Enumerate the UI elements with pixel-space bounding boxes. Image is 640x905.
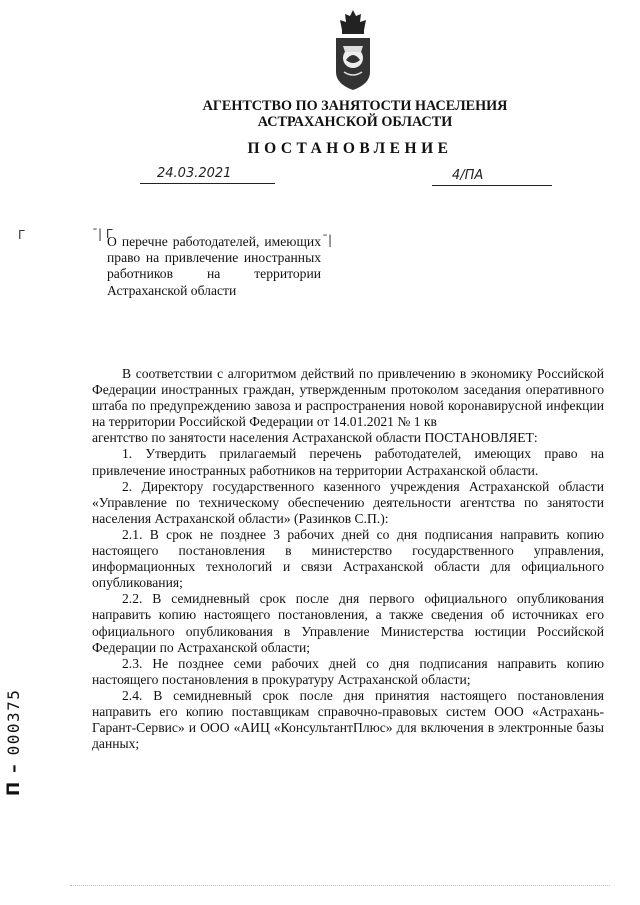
item-1: 1. Утвердить прилагаемый перечень работодателей, имеющих право на привлечение иностранных работников на территории Астраханской области. (92, 446, 604, 478)
form-serial-stamp (4, 689, 24, 796)
astrakhan-coat-of-arms-icon (330, 8, 376, 94)
item-2-1: 2.1. В срок не позднее 3 рабочих дней со дня подписания направить копию настоящего постановления в министерство государственного управления, информационных технологий и связи Астраханской области для официального опубликования; (92, 526, 604, 591)
agency-name-line2: АСТРАХАНСКОЙ ОБЛАСТИ (257, 114, 453, 130)
date-underline (140, 183, 275, 184)
corner-mark-left: Γ (18, 228, 25, 242)
item-2-3: 2.3. Не позднее семи рабочих дней со дня подписания направить копию настоящего постановления в прокуратуру Астраханской области; (92, 655, 604, 687)
number-underline (432, 185, 552, 186)
bottom-dotted-line (70, 885, 610, 890)
agency-name-line1: АГЕНТСТВО ПО ЗАНЯТОСТИ НАСЕЛЕНИЯ (202, 98, 508, 114)
decree-subject: О перечне работодателей, имеющих право на привлечение иностранных работников на территории Астраханской области (107, 234, 321, 298)
item-2-2: 2.2. В семидневный срок после дня первого официального опубликования направить копию настоящего постановления, а также сведения об источниках его официального опубликования в Управление Министерства юстиции Российской Федерации по Астраханской области; (92, 591, 604, 655)
form-series: П – (4, 762, 24, 796)
decree-body (92, 366, 604, 752)
item-2-4: 2.4. В семидневный срок после дня принятия настоящего постановления направить его копию поставщикам справочно-правовых систем ООО «Астрахань-Гарант-Сервис» и ООО «АИЦ «КонсультантПлюс» для включения в электронные базы данных; (92, 687, 604, 752)
resolve-line: агентство по занятости населения Астраханской области ПОСТАНОВЛЯЕТ: (92, 430, 538, 446)
document-type-title: ПОСТАНОВЛЕНИЕ (247, 140, 453, 157)
decree-date: 24.03.2021 (157, 166, 232, 181)
form-serial-number: 000375 (4, 688, 23, 756)
corner-mark-subject-left: ˉ| Γ (92, 227, 113, 241)
preamble-paragraph: В соответствии с алгоритмом действий по привлечению в экономику Российской Федерации иностранных граждан, утвержденным протоколом заседания оперативного штаба по предупреждению завоза и распространения новой коронавирусной инфекции на территории Российской Федерации от 14.01.2021 № 1 кв (92, 366, 604, 430)
corner-mark-subject-right: ˉ| (322, 233, 333, 247)
item-2: 2. Директору государственного казенного учреждения Астраханской области «Управление по техническому обеспечению деятельности агентства по занятости населения Астраханской области» (Разинков С.П.): (92, 478, 604, 526)
decree-number: 4/ПА (452, 168, 484, 183)
